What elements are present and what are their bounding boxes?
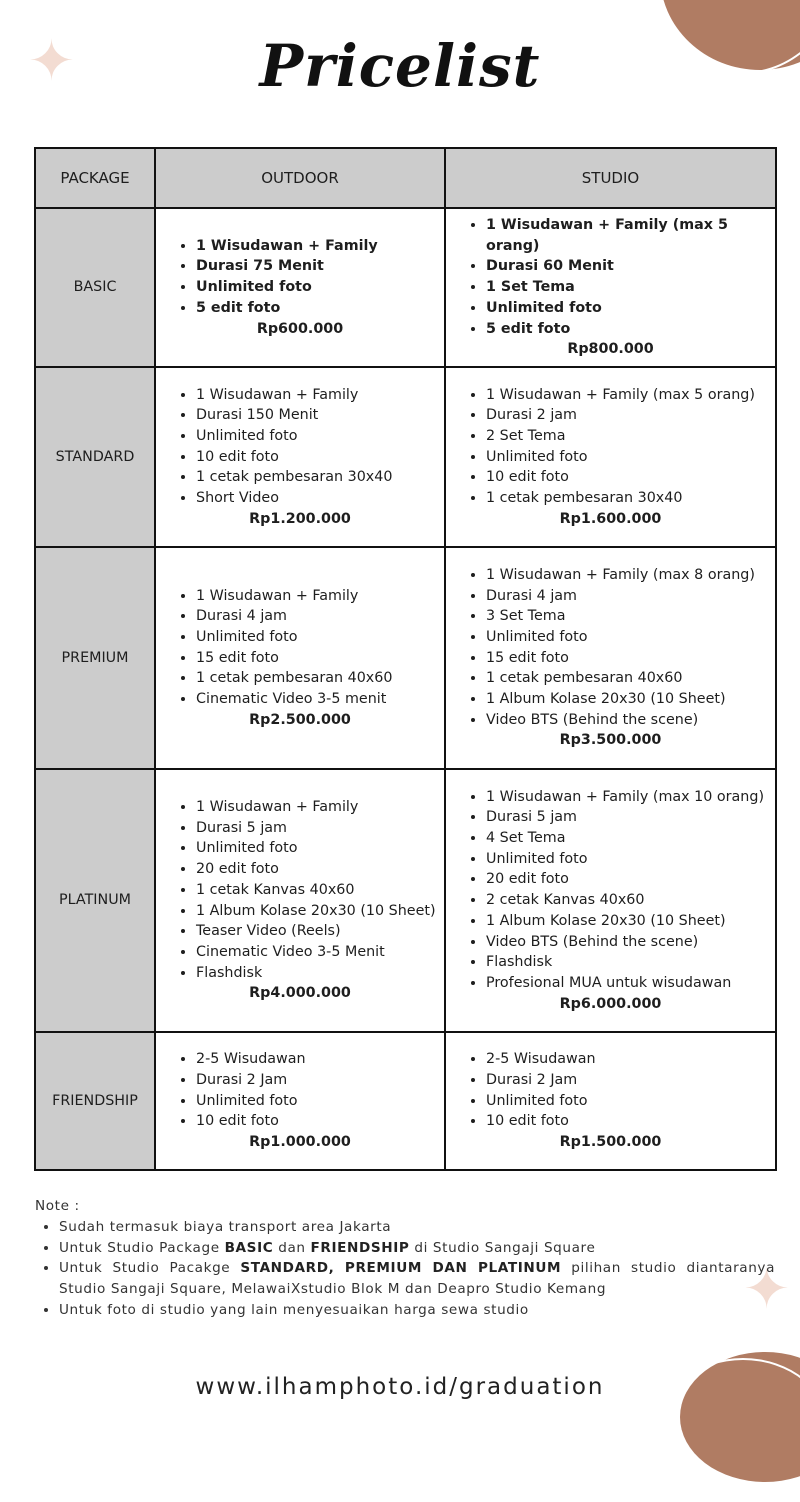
price: Rp4.000.000 (249, 985, 351, 1002)
list-item: • 15 edit foto (196, 648, 438, 669)
note-text: Untuk Studio Pacakge (59, 1260, 241, 1277)
list-item: • 3 Set Tema (486, 606, 769, 627)
feature-list (162, 797, 438, 983)
list-item: • Unlimited foto (486, 627, 769, 648)
studio-cell (445, 1032, 776, 1170)
list-item: • Durasi 5 jam (486, 807, 769, 828)
package-name: FRIENDSHIP (35, 1032, 155, 1170)
list-item: • Durasi 4 jam (486, 586, 769, 607)
feature-list (162, 236, 438, 319)
page-title: Pricelist (259, 32, 541, 100)
outdoor-cell (155, 1032, 445, 1170)
list-item: • 5 edit foto (196, 298, 438, 319)
price: Rp1.000.000 (249, 1134, 351, 1151)
list-item: • Durasi 75 Menit (196, 256, 438, 277)
header-package: PACKAGE (35, 148, 155, 208)
studio-cell (445, 208, 776, 367)
price: Rp1.600.000 (559, 510, 662, 527)
studio-cell (445, 769, 776, 1032)
list-item: • 1 Wisudawan + Family (196, 586, 438, 607)
feature-list (452, 787, 769, 994)
list-item: • 1 Wisudawan + Family (max 10 orang) (486, 787, 769, 808)
list-item: • 5 edit foto (486, 319, 769, 340)
list-item: • Unlimited foto (196, 277, 438, 298)
sparkle-icon: ✦ (28, 29, 75, 94)
note-text: Untuk foto di studio yang lain menyesuaikan harga sewa studio (59, 1301, 529, 1318)
list-item: • Teaser Video (Reels) (196, 921, 438, 942)
list-item: • Short Video (196, 488, 438, 509)
outdoor-cell (155, 367, 445, 547)
list-item: • 10 edit foto (196, 1111, 438, 1132)
header-studio: STUDIO (445, 148, 776, 208)
list-item: • Cinematic Video 3-5 menit (196, 689, 438, 710)
package-name: STANDARD (35, 367, 155, 547)
header-outdoor: OUTDOOR (155, 148, 445, 208)
list-item: • Durasi 2 jam (486, 405, 769, 426)
list-item: • Unlimited foto (196, 1091, 438, 1112)
list-item: • 1 Set Tema (486, 277, 769, 298)
feature-list (162, 1049, 438, 1132)
list-item: • 1 cetak pembesaran 30x40 (486, 488, 769, 509)
list-item: • Unlimited foto (196, 838, 438, 859)
price: Rp1.500.000 (559, 1134, 662, 1151)
feature-list (452, 215, 769, 339)
list-item: • 1 Album Kolase 20x30 (10 Sheet) (196, 901, 438, 922)
list-item: • 10 edit foto (196, 447, 438, 468)
list-item: • 1 Album Kolase 20x30 (10 Sheet) (486, 689, 769, 710)
list-item: • 20 edit foto (486, 869, 769, 890)
list-item: • Durasi 150 Menit (196, 405, 438, 426)
list-item: • Flashdisk (196, 963, 438, 984)
list-item: • Durasi 2 Jam (196, 1070, 438, 1091)
list-item: • Cinematic Video 3-5 Menit (196, 942, 438, 963)
table-row-premium (35, 547, 776, 769)
package-name: PLATINUM (35, 769, 155, 1032)
list-item: • Durasi 2 Jam (486, 1070, 769, 1091)
price: Rp3.500.000 (559, 732, 662, 749)
note-text: di Studio Sangaji Square (409, 1239, 596, 1256)
note-item (59, 1258, 775, 1300)
list-item: • Video BTS (Behind the scene) (486, 932, 769, 953)
studio-cell (445, 367, 776, 547)
note-text: Sudah termasuk biaya transport area Jakarta (59, 1218, 392, 1235)
list-item: • 1 Wisudawan + Family (196, 385, 438, 406)
note-item (59, 1300, 775, 1321)
table-header-row (35, 148, 776, 208)
list-item: • 1 cetak Kanvas 40x60 (196, 880, 438, 901)
note-item (59, 1238, 775, 1259)
note-highlight: STANDARD, PREMIUM DAN PLATINUM (240, 1260, 562, 1277)
list-item: • 2-5 Wisudawan (486, 1049, 769, 1070)
list-item: • 1 Album Kolase 20x30 (10 Sheet) (486, 911, 769, 932)
note-text: Untuk Studio Package (59, 1239, 225, 1256)
note-highlight: BASIC (224, 1239, 274, 1256)
website-url[interactable]: www.ilhamphoto.id/graduation (195, 1374, 605, 1400)
price: Rp1.200.000 (249, 510, 351, 527)
list-item: • Unlimited foto (486, 447, 769, 468)
list-item: • 1 Wisudawan + Family (max 8 orang) (486, 565, 769, 586)
list-item: • Unlimited foto (486, 849, 769, 870)
list-item: • 1 cetak pembesaran 30x40 (196, 467, 438, 488)
feature-list (162, 385, 438, 509)
list-item: • 2-5 Wisudawan (196, 1049, 438, 1070)
notes-list (35, 1217, 775, 1321)
list-item: • 2 Set Tema (486, 426, 769, 447)
note-text: pilihan studio diantaranya Studio Sangaji Square, MelawaiXstudio Blok M dan Deapro Studio Kemang (59, 1260, 776, 1298)
list-item: • 20 edit foto (196, 859, 438, 880)
note-highlight: FRIENDSHIP (310, 1239, 410, 1256)
studio-cell (445, 547, 776, 769)
outdoor-cell (155, 769, 445, 1032)
list-item: • 4 Set Tema (486, 828, 769, 849)
table-row-basic (35, 208, 776, 367)
package-name: PREMIUM (35, 547, 155, 769)
list-item: • Unlimited foto (486, 298, 769, 319)
package-name: BASIC (35, 208, 155, 367)
note-item (59, 1217, 775, 1238)
feature-list (452, 385, 769, 509)
list-item: • 10 edit foto (486, 467, 769, 488)
feature-list (452, 565, 769, 731)
list-item: • 1 cetak pembesaran 40x60 (196, 668, 438, 689)
list-item: • Durasi 60 Menit (486, 256, 769, 277)
list-item: • Durasi 5 jam (196, 818, 438, 839)
list-item: • 1 cetak pembesaran 40x60 (486, 668, 769, 689)
price: Rp800.000 (567, 341, 654, 358)
list-item: • 1 Wisudawan + Family (max 5 orang) (486, 215, 769, 256)
pricelist-table (34, 147, 777, 1171)
list-item: • Unlimited foto (486, 1091, 769, 1112)
table-row-platinum (35, 769, 776, 1032)
notes-section (35, 1196, 775, 1321)
feature-list (162, 586, 438, 710)
note-text: dan (273, 1239, 311, 1256)
list-item: • 15 edit foto (486, 648, 769, 669)
list-item: • 2 cetak Kanvas 40x60 (486, 890, 769, 911)
table-row-friendship (35, 1032, 776, 1170)
outdoor-cell (155, 208, 445, 367)
list-item: • Profesional MUA untuk wisudawan (486, 973, 769, 994)
notes-label: Note : (35, 1198, 80, 1214)
price: Rp6.000.000 (559, 995, 662, 1012)
list-item: • Flashdisk (486, 952, 769, 973)
list-item: • 1 Wisudawan + Family (196, 797, 438, 818)
list-item: • Video BTS (Behind the scene) (486, 710, 769, 731)
list-item: • Unlimited foto (196, 426, 438, 447)
list-item: • 1 Wisudawan + Family (max 5 orang) (486, 385, 769, 406)
sparkle-icon: ✦ (743, 1257, 790, 1322)
list-item: • Unlimited foto (196, 627, 438, 648)
outdoor-cell (155, 547, 445, 769)
list-item: • 10 edit foto (486, 1111, 769, 1132)
price: Rp2.500.000 (249, 711, 351, 728)
feature-list (452, 1049, 769, 1132)
table-row-standard (35, 367, 776, 547)
list-item: • 1 Wisudawan + Family (196, 236, 438, 257)
list-item: • Durasi 4 jam (196, 606, 438, 627)
price: Rp600.000 (256, 320, 344, 337)
